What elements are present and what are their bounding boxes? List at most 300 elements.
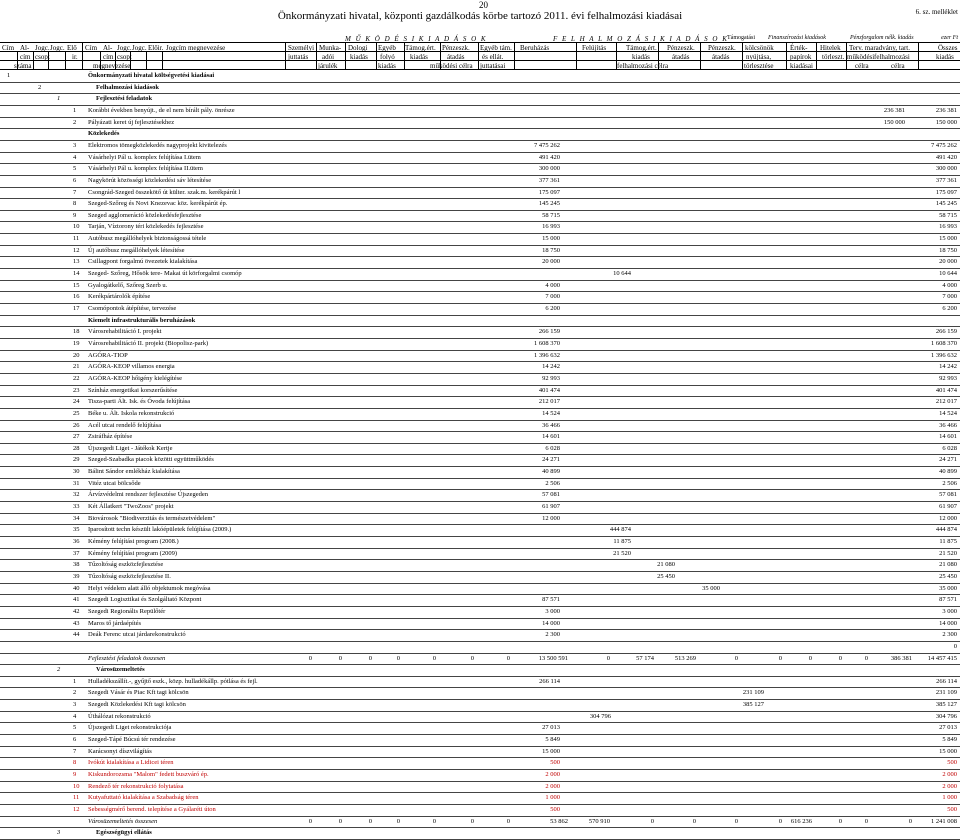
- row-rule: [0, 245, 960, 246]
- row-rule: [0, 618, 960, 619]
- row-value-fel: 444 874: [609, 526, 631, 534]
- row-sum-value: 0: [650, 817, 654, 825]
- col-header-tamert2: kiadás: [410, 53, 428, 61]
- row-value-ber: 27 013: [542, 724, 560, 732]
- row-value-tot: 304 796: [935, 712, 957, 720]
- row-sum-value: 0: [470, 654, 474, 662]
- row-value-tot: 15 000: [939, 235, 957, 243]
- row-value-ber: 15 000: [542, 235, 560, 243]
- row-rule: [0, 152, 960, 153]
- row-name: Elektromos tömegközlekedés nagyprojekt kivitelezés: [88, 141, 227, 149]
- row-value-tot: 3 000: [942, 607, 957, 615]
- col-header-celra2: célra: [891, 62, 905, 70]
- row-value-tot: 14 524: [939, 409, 957, 417]
- col-header-kolcsonok: kölcsönök: [745, 44, 774, 52]
- row-value-tot: 1 000: [942, 794, 957, 802]
- row-item-number: 37: [73, 549, 80, 557]
- col-header-egyeb: Egyéb: [378, 44, 396, 52]
- row-section-number: 1: [57, 95, 61, 103]
- row-name: Felhalmozási kiadások: [96, 83, 160, 91]
- page-number: 20: [479, 0, 488, 10]
- row-sum-value: 0: [308, 817, 312, 825]
- row-name: Korábbi években benyújt., de el nem bírált pály. önrésze: [88, 106, 235, 114]
- row-value-pen: 35 000: [702, 584, 720, 592]
- row-rule: [0, 291, 960, 292]
- col-header-b2b: cím: [103, 53, 114, 61]
- row-value-ber: 1 608 370: [534, 339, 560, 347]
- row-value-tot: 2 300: [942, 631, 957, 639]
- row-name: Szegedi Vásár és Piac Kft tagi kölcsön: [88, 689, 189, 697]
- row-value-ber: 266 114: [539, 677, 560, 685]
- row-rule: [0, 373, 960, 374]
- row-name: Kutyafuttató kialakítása a Szabadság téren: [88, 794, 199, 802]
- row-item-number: 20: [73, 351, 80, 359]
- header-divider: [162, 51, 163, 69]
- row-name: AGÓRA-KEOP villamos energia: [88, 363, 175, 371]
- row-value-ber: 2 000: [545, 771, 560, 778]
- row-rule: [0, 187, 960, 188]
- col-header-tamert_f2: kiadás: [632, 53, 650, 61]
- unit-label: ezer Ft: [941, 35, 958, 41]
- row-value-ber: 212 017: [538, 398, 560, 406]
- row-name: Vásárhelyi Pál u. komplex felújítása I.ütem: [88, 153, 201, 161]
- row-name: Csomópontok átépítése, tervezése: [88, 305, 177, 312]
- row-name: Úthálózat rekonstrukció: [88, 712, 151, 720]
- row-rule: [0, 711, 960, 712]
- row-sum-value: 616 236: [790, 817, 812, 825]
- row-value-tot: 12 000: [939, 514, 957, 522]
- group-finanszirozasi: Finanszírozási kiadások: [768, 35, 826, 41]
- row-rule: [0, 350, 960, 351]
- col-header-a3b: csopt: [35, 53, 50, 61]
- col-header-b5: Előir.: [148, 44, 164, 52]
- row-rule: [0, 559, 960, 560]
- row-value-ber: 7 000: [545, 293, 560, 301]
- col-header-a1: Cím: [2, 44, 15, 52]
- row-item-number: 15: [73, 281, 80, 289]
- row-value-tot: 16 993: [939, 223, 957, 231]
- row-value-tot: 2 506: [942, 479, 957, 487]
- row-sum-value: 0: [838, 817, 842, 825]
- row-sum-value: 57 174: [636, 654, 654, 662]
- row-value-tot: 401 474: [935, 386, 957, 394]
- row-name: Tűzoltóság eszközfejlesztése II.: [88, 572, 171, 580]
- row-item-number: 35: [73, 526, 80, 534]
- row-rule: [0, 676, 960, 677]
- row-rule: [0, 408, 960, 409]
- row-value-tot: 2 000: [942, 771, 957, 778]
- row-value-ber: 5 849: [545, 736, 560, 744]
- header-divider: [616, 42, 617, 69]
- row-value-ber: 15 000: [542, 747, 560, 755]
- row-item-number: 23: [73, 386, 80, 394]
- row-rule: [0, 583, 960, 584]
- col-header-b2: Al-: [103, 44, 113, 52]
- row-value-ber: 87 571: [542, 596, 560, 604]
- row-rule: [0, 653, 960, 654]
- col-header-szamlap: száma: [14, 62, 32, 70]
- row-sum-value: 0: [864, 654, 868, 662]
- col-header-osszes: Összes: [938, 44, 958, 52]
- row-name: Vitéz utcai bölcsőde: [88, 479, 141, 487]
- col-header-ertek: Érték-: [790, 44, 808, 52]
- row-rule: [0, 536, 960, 537]
- row-value-ber: 401 474: [538, 386, 560, 394]
- row-value-tot: 24 271: [939, 456, 957, 464]
- col-header-szemelyi: Személyi: [288, 44, 315, 52]
- header-divider: [82, 42, 83, 69]
- row-value-tot: 10 644: [939, 270, 957, 278]
- row-item-number: 10: [73, 223, 80, 231]
- row-item-number: 3: [73, 701, 77, 709]
- row-value-ber: 491 420: [538, 153, 560, 161]
- row-item-number: 8: [73, 200, 77, 208]
- row-name: Helyi védelem alatt álló objektumok megóvása: [88, 584, 211, 592]
- row-sum-value: 0: [368, 817, 372, 825]
- row-rule: [0, 256, 960, 257]
- row-item-number: 6: [73, 736, 77, 744]
- row-name: Vásárhelyi Pál u. komplex felújítása II.ütem: [88, 165, 203, 173]
- row-rule: [0, 315, 960, 316]
- col-header-egyeb3: kiadás: [378, 62, 396, 70]
- row-name: Önkormányzati hivatal költségvetési kiadásai: [88, 72, 215, 79]
- row-item-number: 25: [73, 409, 80, 417]
- col-header-tervmarad: Terv. maradvány, tart.: [849, 44, 910, 52]
- row-value-tot: 7 475 262: [931, 141, 957, 149]
- row-value-fel2: 304 796: [589, 712, 611, 720]
- header-divider: [816, 42, 817, 69]
- row-value-ber: 36 466: [542, 421, 560, 429]
- row-title-number: 1: [7, 72, 11, 79]
- row-value-ber: 6 028: [545, 444, 560, 452]
- row-name: Iparosított techn készült lakóépületek felújítása (2009.): [88, 526, 232, 534]
- row-value-ber: 2 506: [545, 479, 560, 487]
- col-header-egyebtam2: és ellát.: [482, 53, 504, 61]
- row-value-fel: 21 520: [613, 549, 631, 557]
- row-item-number: 42: [73, 607, 80, 615]
- row-name: Szeged-Szabadka piacok közötti együttműködés: [88, 456, 214, 464]
- row-rule: [0, 280, 960, 281]
- row-value-tot: 61 907: [939, 503, 957, 511]
- row-name: Nagykörút közösségi közlekedési sáv létesítése: [88, 176, 212, 184]
- col-header-penzeszkaz2: átadás: [712, 53, 730, 61]
- row-value-ber: 61 907: [542, 503, 560, 511]
- row-value-tam: 25 450: [657, 572, 675, 580]
- row-item-number: 11: [73, 235, 80, 243]
- row-rule: [0, 198, 960, 199]
- row-rule: [0, 792, 960, 793]
- col-header-penzesz: Pénzeszk.: [442, 44, 470, 52]
- header-divider: [658, 42, 659, 69]
- row-value-fel: 10 644: [613, 270, 631, 278]
- col-header-penzesz_f: Pénzeszk.: [667, 44, 695, 52]
- row-item-number: 7: [73, 188, 77, 196]
- group-felhalmozasi: F E L H A L M O Z Á S I K I A D Á S O K: [553, 35, 729, 43]
- row-rule: [0, 431, 960, 432]
- row-item-number: 14: [73, 270, 80, 278]
- row-name: Csillagpont forgalmú övezetek kialakítása: [88, 258, 198, 266]
- header-divider: [316, 42, 317, 69]
- col-header-nev: Jogcím megnevezése: [166, 44, 226, 52]
- row-value-ber: 6 200: [545, 305, 560, 312]
- col-header-hitelek: Hitelek: [820, 44, 841, 52]
- row-name: Autóbusz megállóhelyek biztonságossá tétele: [88, 235, 207, 243]
- col-header-munka2: adói: [322, 53, 335, 61]
- row-name: Városrehabilitáció II. projekt (Biopolisz-park): [88, 339, 209, 347]
- row-name: Tisza-parti Ált. Isk. és Óvoda felújítása: [88, 398, 191, 406]
- col-header-egyeb2: folyó: [380, 53, 395, 61]
- col-header-b4: Jogc.: [132, 44, 147, 52]
- row-name: Tűzoltóság eszközfejlesztése: [88, 561, 164, 569]
- row-value-tot: 14 601: [939, 433, 957, 441]
- row-value-ber: 2 300: [545, 631, 560, 639]
- row-sum-value: 0: [692, 817, 696, 825]
- row-value-ber: 1 000: [545, 794, 560, 802]
- row-name: Két Állatkert "TwoZoos" projekt: [88, 503, 174, 511]
- header-divider: [846, 42, 847, 69]
- header-divider: [100, 51, 101, 69]
- row-value-tot: 87 571: [939, 596, 957, 604]
- row-rule: [0, 664, 960, 665]
- row-name: Új autóbusz megállóhelyek létesítése: [88, 246, 185, 254]
- header-divider: [115, 51, 116, 69]
- row-sum-value: 0: [838, 654, 842, 662]
- row-value-tot: 11 875: [939, 538, 957, 545]
- header-divider: [478, 42, 479, 69]
- row-rule: [0, 781, 960, 782]
- row-name: Kémény felújítási program (2009): [88, 549, 177, 557]
- row-item-number: 9: [73, 771, 77, 778]
- col-header-penzeszkaz: Pénzeszk.: [708, 44, 736, 52]
- group-tamogatasi: Támogatási: [727, 35, 755, 41]
- group-mukodesi: M Ű K Ö D É S I K I A D Á S O K: [345, 35, 488, 43]
- row-name: Zsiráfház építése: [88, 433, 133, 441]
- row-rule: [0, 105, 960, 106]
- row-value-tot: 21 520: [939, 549, 957, 557]
- row-value-tot: 231 109: [935, 689, 957, 697]
- row-value-ber: 145 245: [538, 200, 560, 208]
- row-name: Szeged-Tápé Búcsú tér rendezése: [88, 736, 176, 744]
- row-item-number: 11: [73, 794, 80, 802]
- row-name: Színház energetikai korszerűsítése: [88, 386, 178, 394]
- row-item-number: 1: [73, 106, 77, 114]
- row-value-total: 0: [953, 642, 957, 650]
- row-item-number: 3: [73, 141, 77, 149]
- header-divider: [404, 42, 405, 69]
- row-rule: [0, 420, 960, 421]
- row-value-tot: 300 000: [935, 165, 957, 173]
- row-name: Maros tő járdaépítés: [88, 619, 142, 627]
- row-value-ber: 12 000: [542, 514, 560, 522]
- row-item-number: 28: [73, 444, 80, 452]
- header-divider: [17, 51, 18, 69]
- row-item-number: 7: [73, 747, 77, 755]
- row-sum-value: 0: [396, 654, 400, 662]
- row-name: Kiskundorozsma "Malom" fedett buszváró ép.: [88, 771, 209, 778]
- row-name: Acél utcai rendelő felújítása: [88, 421, 162, 429]
- row-sum-value: 13 500 591: [538, 654, 568, 662]
- row-item-number: 5: [73, 724, 77, 732]
- row-rule: [0, 140, 960, 141]
- row-value-tot: 145 245: [935, 200, 957, 208]
- row-item-number: 10: [73, 782, 80, 790]
- row-sum-value: 513 269: [674, 654, 696, 662]
- col-header-tamert: Támog.ért.: [405, 44, 436, 52]
- row-sum-value: 53 862: [550, 817, 568, 825]
- row-value-tot: 18 750: [939, 246, 957, 254]
- annex-label: 6. sz. melléklet: [915, 8, 958, 16]
- row-rule: [0, 594, 960, 595]
- row-name: Sebességmérő berend. telepítése a Gyálaréti úton: [88, 805, 216, 813]
- row-item-number: 41: [73, 596, 80, 604]
- row-rule: [0, 454, 960, 455]
- col-header-a2b: cím: [20, 53, 31, 61]
- row-value-tot: 236 381: [935, 106, 957, 114]
- row-rule: [0, 163, 960, 164]
- row-sum-value: 0: [734, 654, 738, 662]
- row-value-tot: 58 715: [939, 211, 957, 219]
- row-rule: [0, 722, 960, 723]
- row-sum-value: 0: [470, 817, 474, 825]
- row-name: Közlekedés: [88, 130, 120, 138]
- row-rule: [0, 443, 960, 444]
- col-header-kolcsonok3: törlesztése: [744, 62, 774, 70]
- row-rule: [0, 385, 960, 386]
- row-name: Fejlesztési feladatok: [96, 95, 153, 103]
- row-item-number: 24: [73, 398, 80, 406]
- row-rule: [0, 827, 960, 828]
- header-divider: [33, 51, 34, 69]
- row-rule: [0, 606, 960, 607]
- col-header-ertek3: kiadásai: [790, 62, 813, 70]
- row-name: Szeged-Szőreg és Novi Knezevac köz. kerékpárút ép.: [88, 200, 228, 208]
- row-rule: [0, 117, 960, 118]
- col-header-penzesz2: átadás: [447, 53, 465, 61]
- col-header-mukcelra: működési célra: [430, 62, 473, 70]
- row-sum-value: 0: [432, 654, 436, 662]
- col-header-osszes2: kiadás: [936, 53, 954, 61]
- row-value-tot: 500: [947, 805, 957, 813]
- row-name: Biovárosok "Biodiverzitás és természetvédelem": [88, 514, 216, 522]
- row-item-number: 27: [73, 433, 80, 441]
- row-item-number: 13: [73, 258, 80, 266]
- row-rule: [0, 524, 960, 525]
- row-item-number: 16: [73, 293, 80, 301]
- col-header-dologi: Dologi: [348, 44, 368, 52]
- row-value-ber: 1 396 632: [534, 351, 560, 359]
- row-item-number: 2: [73, 118, 77, 126]
- row-item-number: 1: [73, 677, 77, 685]
- row-item-number: 44: [73, 631, 80, 639]
- row-value-kol: 385 127: [742, 701, 764, 709]
- row-value-ber: 300 000: [538, 165, 560, 173]
- row-value-tot: 6 200: [942, 305, 957, 312]
- row-rule: [0, 303, 960, 304]
- col-header-felhcelra: felhalmozási célra: [617, 62, 669, 70]
- row-rule: [0, 746, 960, 747]
- row-name: Árvízvédelmi rendszer fejlesztése Újszegeden: [88, 491, 209, 499]
- col-header-felhalm_c: felhalmozási: [874, 53, 910, 61]
- row-sum-value: 386 381: [890, 654, 912, 662]
- header-divider: [786, 42, 787, 69]
- row-name: Kerékpártárolók építése: [88, 293, 151, 301]
- row-item-number: 40: [73, 584, 80, 592]
- row-value-tart: 236 381: [883, 106, 905, 114]
- row-rule: [0, 734, 960, 735]
- header-divider: [576, 42, 577, 69]
- row-value-ber: 7 475 262: [534, 141, 560, 149]
- row-sum-value: 570 910: [588, 817, 610, 825]
- row-value-ber: 24 271: [542, 456, 560, 464]
- row-name: Béke u. Ált. Iskola rekonstrukció: [88, 409, 175, 417]
- row-name: Ivókút kialakítása a Lidicei téren: [88, 759, 174, 767]
- row-name: Hulladékszállít.-, gyűjtő eszk., közp. hulladékállp. pótlása és fejl.: [88, 677, 258, 685]
- row-value-ber: 3 000: [545, 607, 560, 615]
- col-header-megnevezes: megnevezése: [93, 62, 131, 70]
- row-item-number: 18: [73, 328, 80, 336]
- row-name: Pályázati keret új fejlesztésekhez: [88, 118, 175, 126]
- row-sum-value: 0: [338, 654, 342, 662]
- row-sum-value: 0: [908, 817, 912, 825]
- row-sum-value: 0: [808, 654, 812, 662]
- header-divider: [376, 42, 377, 69]
- row-item-number: 26: [73, 421, 80, 429]
- row-item-number: 30: [73, 468, 80, 476]
- row-name: Kiemelt infrastrukturális beruházások: [88, 316, 196, 324]
- row-sum-value: 0: [778, 654, 782, 662]
- row-item-number: 31: [73, 479, 80, 487]
- row-value-ber: 377 361: [538, 176, 560, 184]
- row-value-tot: 2 000: [942, 782, 957, 790]
- header-divider: [440, 42, 441, 69]
- row-name: Szeged- Szőreg, Hősök tere- Makai út körforgalmi csomóp: [88, 270, 242, 278]
- row-item-number: 36: [73, 538, 80, 545]
- row-name: Deák Ferenc utcai járdarekonstrukció: [88, 631, 186, 639]
- row-value-tot: 377 361: [935, 176, 957, 184]
- row-item-number: 19: [73, 339, 80, 347]
- col-header-mukodesi_c: működési: [847, 53, 875, 61]
- col-header-a5: Elő: [67, 44, 77, 52]
- row-item-number: 38: [73, 561, 80, 569]
- row-rule: [0, 548, 960, 549]
- row-rule: [0, 478, 960, 479]
- row-value-tot: 266 159: [935, 328, 957, 336]
- row-value-kol: 231 109: [742, 689, 764, 697]
- col-header-egyebtam: Egyéb tám.: [480, 44, 512, 52]
- row-name: Újszegedi Liget rekonstrukciója: [88, 724, 172, 732]
- row-section-number: 3: [57, 829, 61, 837]
- row-value-tot: 92 993: [939, 374, 957, 382]
- row-item-number: 39: [73, 572, 80, 580]
- row-value-tot: 40 899: [939, 468, 957, 476]
- row-name: Kémény felújítási program (2008.): [88, 538, 179, 545]
- row-rule: [0, 629, 960, 630]
- row-value-ber: 266 159: [538, 328, 560, 336]
- row-name: Szegedi Regionális Repülőtér: [88, 607, 166, 615]
- row-value-tot: 5 849: [942, 736, 957, 744]
- row-value-ber: 20 000: [542, 258, 560, 266]
- row-item-number: 21: [73, 363, 80, 371]
- row-sum-value: 0: [338, 817, 342, 825]
- col-header-dologi2: kiadás: [350, 53, 368, 61]
- row-name: Városüzemeltetés összesen: [88, 817, 158, 825]
- row-name: Bálint Sándor emlékház kialakítása: [88, 468, 180, 476]
- row-rule: [0, 233, 960, 234]
- row-value-ber: 14 524: [542, 409, 560, 417]
- row-value-tot: 21 080: [939, 561, 957, 569]
- row-value-tart: 150 000: [883, 118, 905, 126]
- row-name: AGÓRA-KEOP hőigény kielégítése: [88, 374, 182, 382]
